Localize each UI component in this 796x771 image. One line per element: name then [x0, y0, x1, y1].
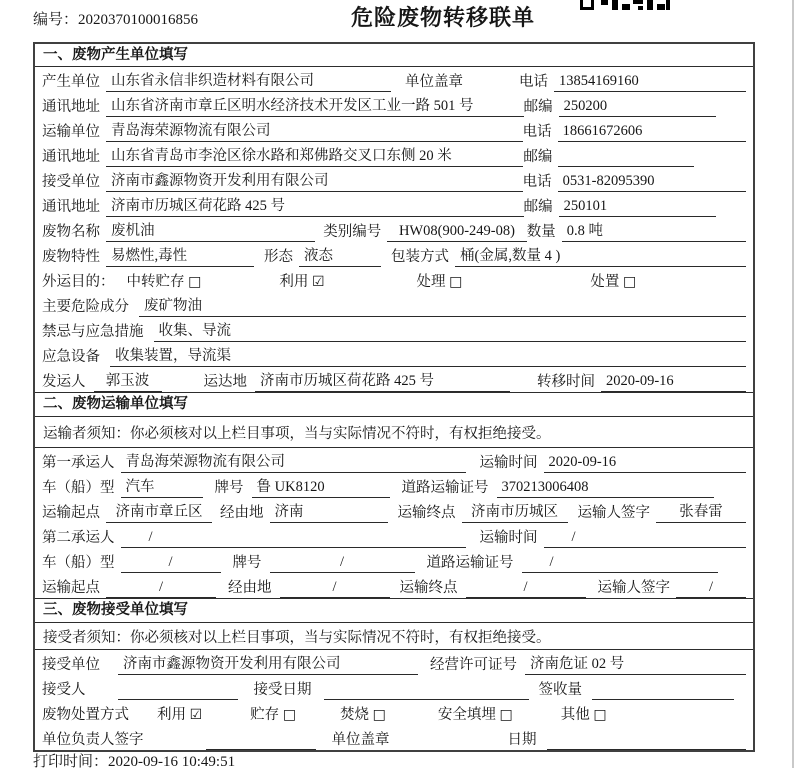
accepting-date-value: [324, 680, 529, 700]
row-responsible-signature: [35, 725, 753, 750]
row-receiver-address: [35, 192, 753, 217]
disposal-other-checkbox: □: [593, 707, 607, 723]
terminal2-value: /: [466, 578, 586, 598]
responsible-signature-value: [206, 730, 316, 750]
disposal-incinerate-label: 焚烧: [340, 707, 370, 723]
disposal-option-landfill: [438, 705, 513, 725]
disposal-method-label: 废物处置方式: [42, 707, 129, 723]
transporter-notice-label: 运输者须知：: [43, 425, 130, 442]
receiver-unit-label: 接受单位: [42, 174, 100, 190]
transport-purpose-label: 外运目的：: [42, 274, 115, 290]
disposal-storage-checkbox: □: [282, 707, 297, 723]
emergency-equipment-value: 收集装置，导流渠: [110, 347, 746, 367]
purpose-option-treat: [417, 272, 463, 292]
vehicle-type1-value: 汽车: [121, 478, 203, 498]
origin1-value: 济南市章丘区: [106, 503, 212, 523]
disposal-landfill-checkbox: □: [499, 707, 513, 723]
vehicle-type2-value: /: [121, 553, 221, 573]
terminal1-label: 运输终点: [397, 505, 456, 521]
row-accepting-person: [35, 675, 753, 700]
transporter-notice-text: 你必须核对以上栏目事项，当与实际情况不符时，有权拒绝接受。: [130, 425, 551, 442]
row-producer: [35, 67, 753, 92]
page-edge-line: [792, 0, 794, 768]
row-route1: [35, 498, 753, 523]
hazard-components-label: 主要危险成分: [42, 299, 129, 315]
transporter-phone-value: 18661672606: [558, 122, 746, 142]
transporter-sign1-label: 运输人签字: [577, 505, 650, 521]
emergency-equipment-label: 应急设备: [42, 349, 100, 365]
row-second-carrier: [35, 523, 753, 548]
purpose-utilize-checkbox: ☑: [311, 274, 325, 290]
waste-name-value: 废机油: [106, 222, 315, 242]
print-time-value: 2020-09-16 10:49:51: [108, 754, 236, 770]
producer-unit-label: 产生单位: [42, 74, 100, 90]
purpose-option-dispose: [590, 272, 636, 292]
first-carrier-label: 第一承运人: [42, 455, 115, 471]
receiver-zip-value: 250101: [559, 197, 716, 217]
quantity-label: 数量: [526, 224, 556, 240]
disposal-other-label: 其他: [560, 707, 590, 723]
purpose-treat-checkbox: □: [449, 274, 463, 290]
first-carrier-value: 青岛海荣源物流有限公司: [121, 453, 466, 473]
transport-time1-label: 运输时间: [479, 455, 538, 471]
row-transport-purpose: [35, 267, 753, 292]
received-amount-label: 签收量: [538, 682, 582, 698]
purpose-option-utilize: [279, 272, 324, 292]
transporter-address-label: 通讯地址: [42, 149, 100, 165]
disposal-option-utilize: [157, 705, 202, 725]
road-license1-label: 道路运输证号: [401, 480, 489, 496]
disposal-incinerate-checkbox: □: [372, 707, 386, 723]
category-code-value: HW08(900-249-08): [387, 222, 526, 242]
emergency-measures-label: 禁忌与应急措施: [42, 324, 144, 340]
transporter-unit-label: 运输单位: [42, 124, 100, 140]
permit-number-label: 经营许可证号: [430, 657, 517, 673]
waste-property-value: 易燃性,毒性: [106, 247, 254, 267]
transporter-sign1-value: 张春雷: [656, 503, 746, 523]
plate-number2-label: 牌号: [232, 555, 262, 571]
row-producer-address: [35, 92, 753, 117]
producer-zip-label: 邮编: [523, 99, 553, 115]
road-license1-value: 370213006408: [497, 478, 715, 498]
transport-time1-value: 2020-09-16: [544, 453, 747, 473]
section1-header: 一、废物产生单位填写: [35, 44, 753, 67]
waste-name-label: 废物名称: [42, 224, 100, 240]
purpose-treat-label: 处理: [416, 274, 446, 290]
packing-label: 包装方式: [391, 249, 449, 265]
row-waste-name: [35, 217, 753, 242]
second-carrier-value: /: [121, 528, 466, 548]
plate-number1-label: 牌号: [214, 480, 244, 496]
origin2-label: 运输起点: [42, 580, 100, 596]
row-vehicle2: [35, 548, 753, 573]
receiver-address-value: 济南市历城区荷花路 425 号: [106, 197, 524, 217]
transporter-address-value: 山东省青岛市李沧区徐水路和郑佛路交叉口东侧 20 米: [106, 147, 523, 167]
vehicle-type2-label: 车（船）型: [42, 555, 115, 571]
origin2-value: /: [106, 578, 216, 598]
accepting-unit-value: 济南市鑫源物资开发利用有限公司: [118, 655, 418, 675]
accepting-person-label: 接受人: [42, 682, 86, 698]
section3-header: 三、废物接受单位填写: [35, 598, 753, 623]
producer-unit-value: 山东省永信非织造材料有限公司: [106, 72, 391, 92]
permit-number-value: 济南危证 02 号: [525, 655, 746, 675]
accepting-date-label: 接受日期: [253, 682, 312, 698]
row-shipper: [35, 367, 753, 392]
disposal-option-incinerate: [340, 705, 386, 725]
destination-value: 济南市历城区荷花路 425 号: [255, 372, 510, 392]
second-carrier-label: 第二承运人: [42, 530, 115, 546]
row-emergency-equipment: [35, 342, 753, 367]
row-receiver: [35, 167, 753, 192]
purpose-utilize-label: 利用: [279, 274, 309, 290]
transporter-unit-value: 青岛海荣源物流有限公司: [106, 122, 523, 142]
received-amount-value: [592, 680, 734, 700]
transfer-time-value: 2020-09-16: [601, 372, 746, 392]
purpose-transfer-storage-label: 中转贮存: [126, 274, 185, 290]
purpose-option-transfer-storage: [127, 272, 202, 292]
unit-seal2-label: 单位盖章: [331, 732, 390, 748]
destination-label: 运达地: [203, 374, 247, 390]
purpose-transfer-storage-checkbox: □: [188, 274, 202, 290]
receiver-phone-value: 0531-82095390: [558, 172, 746, 192]
plate-number2-value: /: [270, 553, 415, 573]
row-transporter-address: [35, 142, 753, 167]
producer-address-value: 山东省济南市章丘区明水经济技术开发区工业一路 501 号: [106, 97, 524, 117]
physical-form-value: 液态: [299, 247, 381, 267]
purpose-dispose-checkbox: □: [623, 274, 637, 290]
hazard-components-value: 废矿物油: [139, 297, 746, 317]
receiver-notice-label: 接受者须知：: [43, 629, 130, 646]
purpose-dispose-label: 处置: [590, 274, 620, 290]
accepting-person-value: [118, 680, 238, 700]
transport-time2-label: 运输时间: [479, 530, 538, 546]
road-license2-label: 道路运输证号: [426, 555, 514, 571]
row-route2: [35, 573, 753, 598]
row-hazard-components: [35, 292, 753, 317]
physical-form-label: 形态: [264, 249, 293, 265]
receiver-unit-value: 济南市鑫源物资开发利用有限公司: [106, 172, 523, 192]
row-vehicle1: [35, 473, 753, 498]
producer-address-label: 通讯地址: [42, 99, 100, 115]
accepting-unit-label: 接受单位: [42, 657, 100, 673]
shipper-label: 发运人: [42, 374, 86, 390]
row-first-carrier: [35, 448, 753, 473]
via2-value: /: [280, 578, 390, 598]
receiver-notice-row: [35, 623, 753, 650]
transfer-time-label: 转移时间: [537, 374, 595, 390]
origin1-label: 运输起点: [42, 505, 100, 521]
via2-label: 经由地: [228, 580, 272, 596]
transfer-form-table: [33, 42, 755, 752]
transporter-zip-value: [558, 147, 694, 167]
disposal-option-other: [561, 705, 607, 725]
plate-number1-value: 鲁 UK8120: [252, 478, 390, 498]
producer-phone-label: 电话: [519, 74, 548, 90]
section2-header: 二、废物运输单位填写: [35, 392, 753, 417]
producer-zip-value: 250200: [559, 97, 716, 117]
qr-code-fragment: [580, 0, 670, 11]
quantity-value: 0.8 吨: [562, 222, 746, 242]
print-time-label: 打印时间：: [33, 754, 109, 770]
terminal2-label: 运输终点: [399, 580, 458, 596]
disposal-utilize-checkbox: ☑: [189, 707, 203, 723]
via1-value: 济南: [270, 503, 388, 523]
page-title: 危险废物转移联单: [350, 5, 535, 30]
vehicle-type1-label: 车（船）型: [42, 480, 115, 496]
receiver-phone-label: 电话: [522, 174, 552, 190]
packing-value: 桶(金属,数量 4 ): [455, 247, 746, 267]
row-accepting-unit: [35, 650, 753, 675]
producer-phone-value: 13854169160: [554, 72, 746, 92]
row-emergency-measures: [35, 317, 753, 342]
doc-number-value: 2020370100016856: [78, 12, 199, 28]
disposal-utilize-label: 利用: [157, 707, 186, 723]
transporter-zip-label: 邮编: [523, 149, 553, 165]
transport-time2-value: /: [544, 528, 747, 548]
waste-property-label: 废物特性: [42, 249, 100, 265]
responsible-signature-label: 单位负责人签字: [42, 732, 144, 748]
shipper-value: 郭玉波: [94, 372, 162, 392]
date2-label: 日期: [507, 732, 537, 748]
transporter-sign2-label: 运输人签字: [597, 580, 670, 596]
row-transporter: [35, 117, 753, 142]
terminal1-value: 济南市历城区: [462, 503, 568, 523]
via1-label: 经由地: [220, 505, 264, 521]
disposal-option-storage: [250, 705, 296, 725]
row-disposal-method: [35, 700, 753, 725]
disposal-landfill-label: 安全填埋: [437, 707, 496, 723]
transporter-phone-label: 电话: [522, 124, 552, 140]
date2-value: [547, 730, 747, 750]
category-code-label: 类别编号: [323, 224, 382, 240]
row-waste-property: [35, 242, 753, 267]
road-license2-value: /: [522, 553, 719, 573]
receiver-notice-text: 你必须核对以上栏目事项，当与实际情况不符时，有权拒绝接受。: [130, 629, 551, 646]
unit-seal-label: 单位盖章: [405, 74, 463, 90]
emergency-measures-value: 收集、导流: [154, 322, 747, 342]
doc-number-label: 编号：: [33, 12, 79, 28]
receiver-address-label: 通讯地址: [42, 199, 100, 215]
transporter-notice-row: [35, 417, 753, 448]
disposal-storage-label: 贮存: [250, 707, 280, 723]
receiver-zip-label: 邮编: [523, 199, 553, 215]
transporter-sign2-value: /: [676, 578, 746, 598]
